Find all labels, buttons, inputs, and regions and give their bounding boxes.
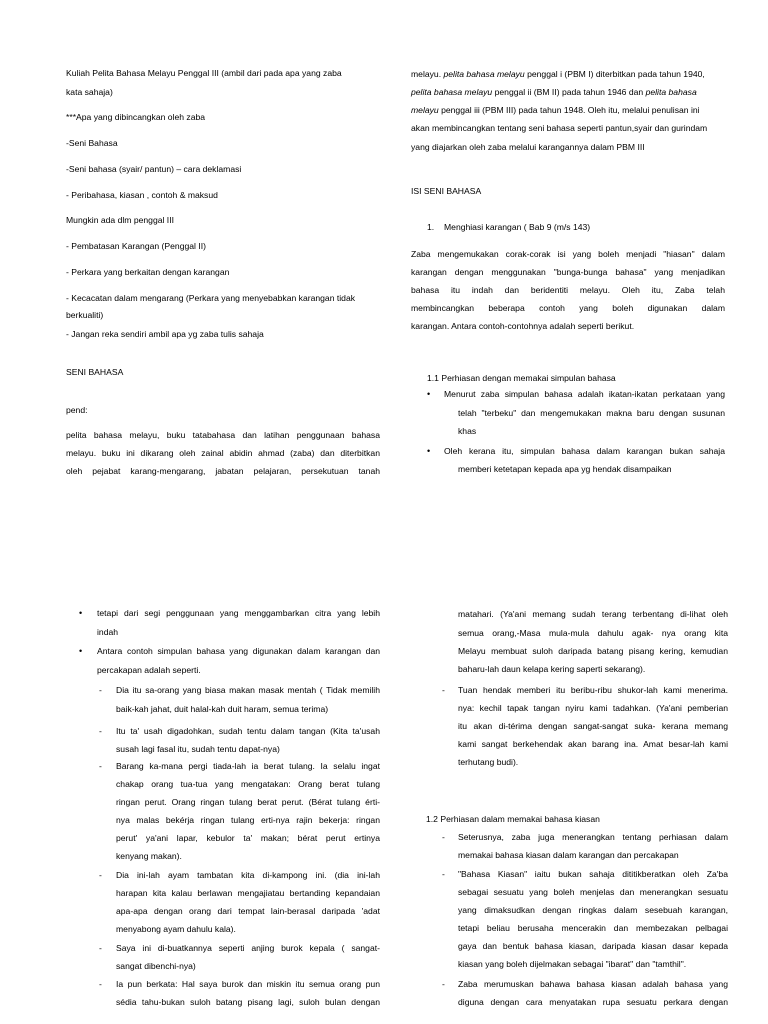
text-line: yang diajarkan oleh zaba melalui karangannya dalam PBM III: [411, 142, 645, 152]
list-item: Antara contoh simpulan bahasa yang digunakan dalam karangan dan: [97, 646, 380, 656]
example-line: Barang ka-mana pergi tiada-lah ia berat tulang. Ia selalu ingat: [116, 761, 380, 771]
text-line: Mungkin ada dlm penggal III: [66, 215, 174, 225]
list-item: Menurut zaba simpulan bahasa adalah ikatan-ikatan perkataan yang: [444, 389, 725, 399]
text-line: karangan. Antara contoh-contohnya adalah seperti berikut.: [411, 321, 635, 331]
example-line: perut' ya'ani lapar, kebulor ta' makan; bérat perut ertinya: [116, 833, 380, 843]
list-item: kiasan yang boleh dijelmakan sebagai "ibarat" dan "tamthil".: [458, 959, 687, 969]
example-line: baik-kah jahat, duit halal-kah duit haram, semua terima): [116, 704, 329, 714]
bullet-icon: •: [427, 389, 431, 399]
example-line: ringan perut. Orang ringan tulang berat perut. (Bérat tulang érti-: [116, 797, 380, 807]
text-line: bahasa itu indah dan beridentiti melayu. Oleh itu, Zaba telah: [411, 285, 725, 295]
list-item: diguna dengan cara menyatakan rupa sesuatu perkara dengan: [458, 997, 728, 1007]
list-item: Seterusnya, zaba juga menerangkan tentang perhiasan dalam: [458, 832, 728, 842]
text-line: - Peribahasa, kiasan , contoh & maksud: [66, 190, 218, 200]
dash-marker: -: [99, 685, 102, 695]
example-line: kami sangat berkehendak akan barang ina. Amat besar-lah kami: [458, 739, 728, 749]
list-item: memberi ketetapan kepada apa yg hendak disampaikan: [458, 464, 672, 474]
example-line: kenyang makan).: [116, 851, 182, 861]
page-gap: [0, 505, 768, 583]
text-line: -Seni Bahasa: [66, 138, 118, 148]
list-item: telah "terbeku" dan mengemukakan makna baru dengan susunan: [458, 408, 725, 418]
dash-marker: -: [99, 979, 102, 989]
text-line: akan membincangkan tentang seni bahasa seperti pantun,syair dan gurindam: [411, 123, 708, 133]
list-item: memakai bahasa kiasan dalam karangan dan percakapan: [458, 850, 679, 860]
dash-marker: -: [99, 943, 102, 953]
dash-marker: -: [99, 726, 102, 736]
text-line: pend:: [66, 405, 88, 415]
text-line: melayu penggal iii (PBM III) pada tahun 1948. Oleh itu, melalui penulisan ini: [411, 105, 700, 115]
example-line: terhutang budi).: [458, 757, 519, 767]
example-line: Dia itu sa-orang yang biasa makan masak mentah ( Tidak memilih: [116, 685, 380, 695]
list-item: tetapi dari segi penggunaan yang menggambarkan citra yang lebih: [97, 608, 380, 618]
list-item: indah: [97, 627, 119, 637]
list-item: khas: [458, 426, 477, 436]
numbered-item: Menghiasi karangan ( Bab 9 (m/s 143): [444, 222, 591, 232]
example-line: nya malas bekérja ringan tulang erti-nya rajin bekerja: ringan: [116, 815, 380, 825]
list-item: yang dimaksudkan dengan ringkas dalam sesebuah karangan,: [458, 905, 728, 915]
text-line: oleh pejabat karang-mengarang, jabatan pelajaran, persekutuan tanah: [66, 466, 380, 476]
list-item: tetapi beliau berusaha mencerakin dan membezakan pelbagai: [458, 923, 728, 933]
example-line: Dia ini-lah ayam tambatan kita di-kampong ini. (dia ini-lah: [116, 870, 380, 880]
subsection-heading: 1.2 Perhiasan dalam memakai bahasa kiasan: [426, 814, 600, 824]
example-line: Melayu membuat suloh daripada batang pisang kering, kemudian: [458, 646, 728, 656]
bullet-icon: •: [427, 446, 431, 456]
dash-marker: -: [99, 870, 102, 880]
example-line: apa-apa dengan orang dari tempat lain-berasal daripada 'adat: [116, 906, 380, 916]
text-line: karangan dengan menggunakan "bunga-bunga bahasa" yang menjadikan: [411, 267, 725, 277]
example-line: matahari. (Ya'ani memang sudah terang terbentang di-lihat oleh: [458, 609, 728, 619]
dash-marker: -: [442, 685, 445, 695]
text-line: - Kecacatan dalam mengarang (Perkara yang menyebabkan karangan tidak: [66, 293, 356, 303]
list-item: gaya dan bentuk bahasa kiasan, daripada kiasan dasar kepada: [458, 941, 728, 951]
text-line: - Pembatasan Karangan (Penggal II): [66, 241, 206, 251]
list-item: Zaba merumuskan bahawa bahasa kiasan adalah bahasa yang: [458, 979, 728, 989]
dash-marker: -: [442, 869, 445, 879]
example-line: chakap orang tua-tua yang mengatakan: Orang berat tulang: [116, 779, 380, 789]
example-line: nya: kechil tapak tangan nyiru kami tadahkan. (Ya'ani pemberian: [458, 703, 728, 713]
list-item: Oleh kerana itu, simpulan bahasa dalam karangan bukan sahaja: [444, 446, 725, 456]
dash-marker: -: [99, 761, 102, 771]
text-line: - Perkara yang berkaitan dengan karangan: [66, 267, 230, 277]
text-line: berkualiti): [66, 310, 104, 320]
example-line: sédia tahu-bukan suloh batang pisang lagi, suloh bulan dengan: [116, 997, 380, 1007]
text-line: pelita bahasa melayu penggal ii (BM II) pada tahun 1946 dan pelita bahasa: [411, 87, 697, 97]
text-line: membincangkan beberapa contoh yang boleh digunakan dalam: [411, 303, 725, 313]
example-line: sangat dibenchi-nya): [116, 961, 196, 971]
bullet-icon: •: [79, 646, 83, 656]
text-line: - Jangan reka sendiri ambil apa yg zaba tulis sahaja: [66, 329, 264, 339]
text-line: melayu. pelita bahasa melayu penggal i (PBM I) diterbitkan pada tahun 1940,: [411, 69, 705, 79]
doc-title-cont: kata sahaja): [66, 87, 113, 97]
document-page-2: [0, 583, 768, 1024]
bullet-icon: •: [79, 608, 83, 618]
example-line: Tuan hendak memberi itu beribu-ribu shukor-lah kami menerima.: [458, 685, 728, 695]
example-line: baharu-lah daun kelapa kering saperti sekarang).: [458, 664, 646, 674]
example-line: Saya ini di-buatkannya seperti anjing burok kepala ( sangat-: [116, 943, 380, 953]
list-item: "Bahasa Kiasan" iaitu bukan sahaja dititikberatkan oleh Za'ba: [458, 869, 728, 879]
section-heading: ISI SENI BAHASA: [411, 186, 482, 196]
doc-title: Kuliah Pelita Bahasa Melayu Penggal III (ambil dari pada apa yang zaba: [66, 68, 342, 78]
section-heading: SENI BAHASA: [66, 367, 124, 377]
text-line: melayu. buku ini dikarang oleh zainal abidin ahmad (zaba) dan diterbitkan: [66, 448, 380, 458]
example-line: Itu ta' usah digadohkan, sudah tentu dalam tangan (Kita ta'usah: [116, 726, 380, 736]
document-page-1: [0, 0, 768, 505]
text-line: pelita bahasa melayu, buku tatabahasa dan latihan penggunaan bahasa: [66, 430, 380, 440]
example-line: semua orang,-Masa mula-mula dahulu agak- nya orang kita: [458, 628, 728, 638]
text-line: ***Apa yang dibincangkan oleh zaba: [66, 112, 206, 122]
list-item: percakapan adalah seperti.: [97, 665, 201, 675]
dash-marker: -: [442, 832, 445, 842]
example-line: harapan kita kalau berlawan mengajiatau bertanding kepandaian: [116, 888, 380, 898]
dash-marker: -: [442, 979, 445, 989]
text-line: -Seni bahasa (syair/ pantun) – cara deklamasi: [66, 164, 242, 174]
example-line: susah lagi fasal itu, sudah tentu dapat-nya): [116, 744, 280, 754]
subsection-heading: 1.1 Perhiasan dengan memakai simpulan bahasa: [427, 373, 616, 383]
list-item: sebagai sesuatu yang boleh menjelas dan menerangkan sesuatu: [458, 887, 728, 897]
text-line: Zaba mengemukakan corak-corak isi yang boleh menjadi "hiasan" dalam: [411, 249, 725, 259]
example-line: itu akan di-térima dengan sangat-sangat suka- kerana memang: [458, 721, 728, 731]
list-number: 1.: [427, 222, 435, 232]
example-line: menyabong ayam dahulu kala).: [116, 924, 236, 934]
example-line: Ia pun berkata: Hal saya burok dan miskin itu semua orang pun: [116, 979, 380, 989]
